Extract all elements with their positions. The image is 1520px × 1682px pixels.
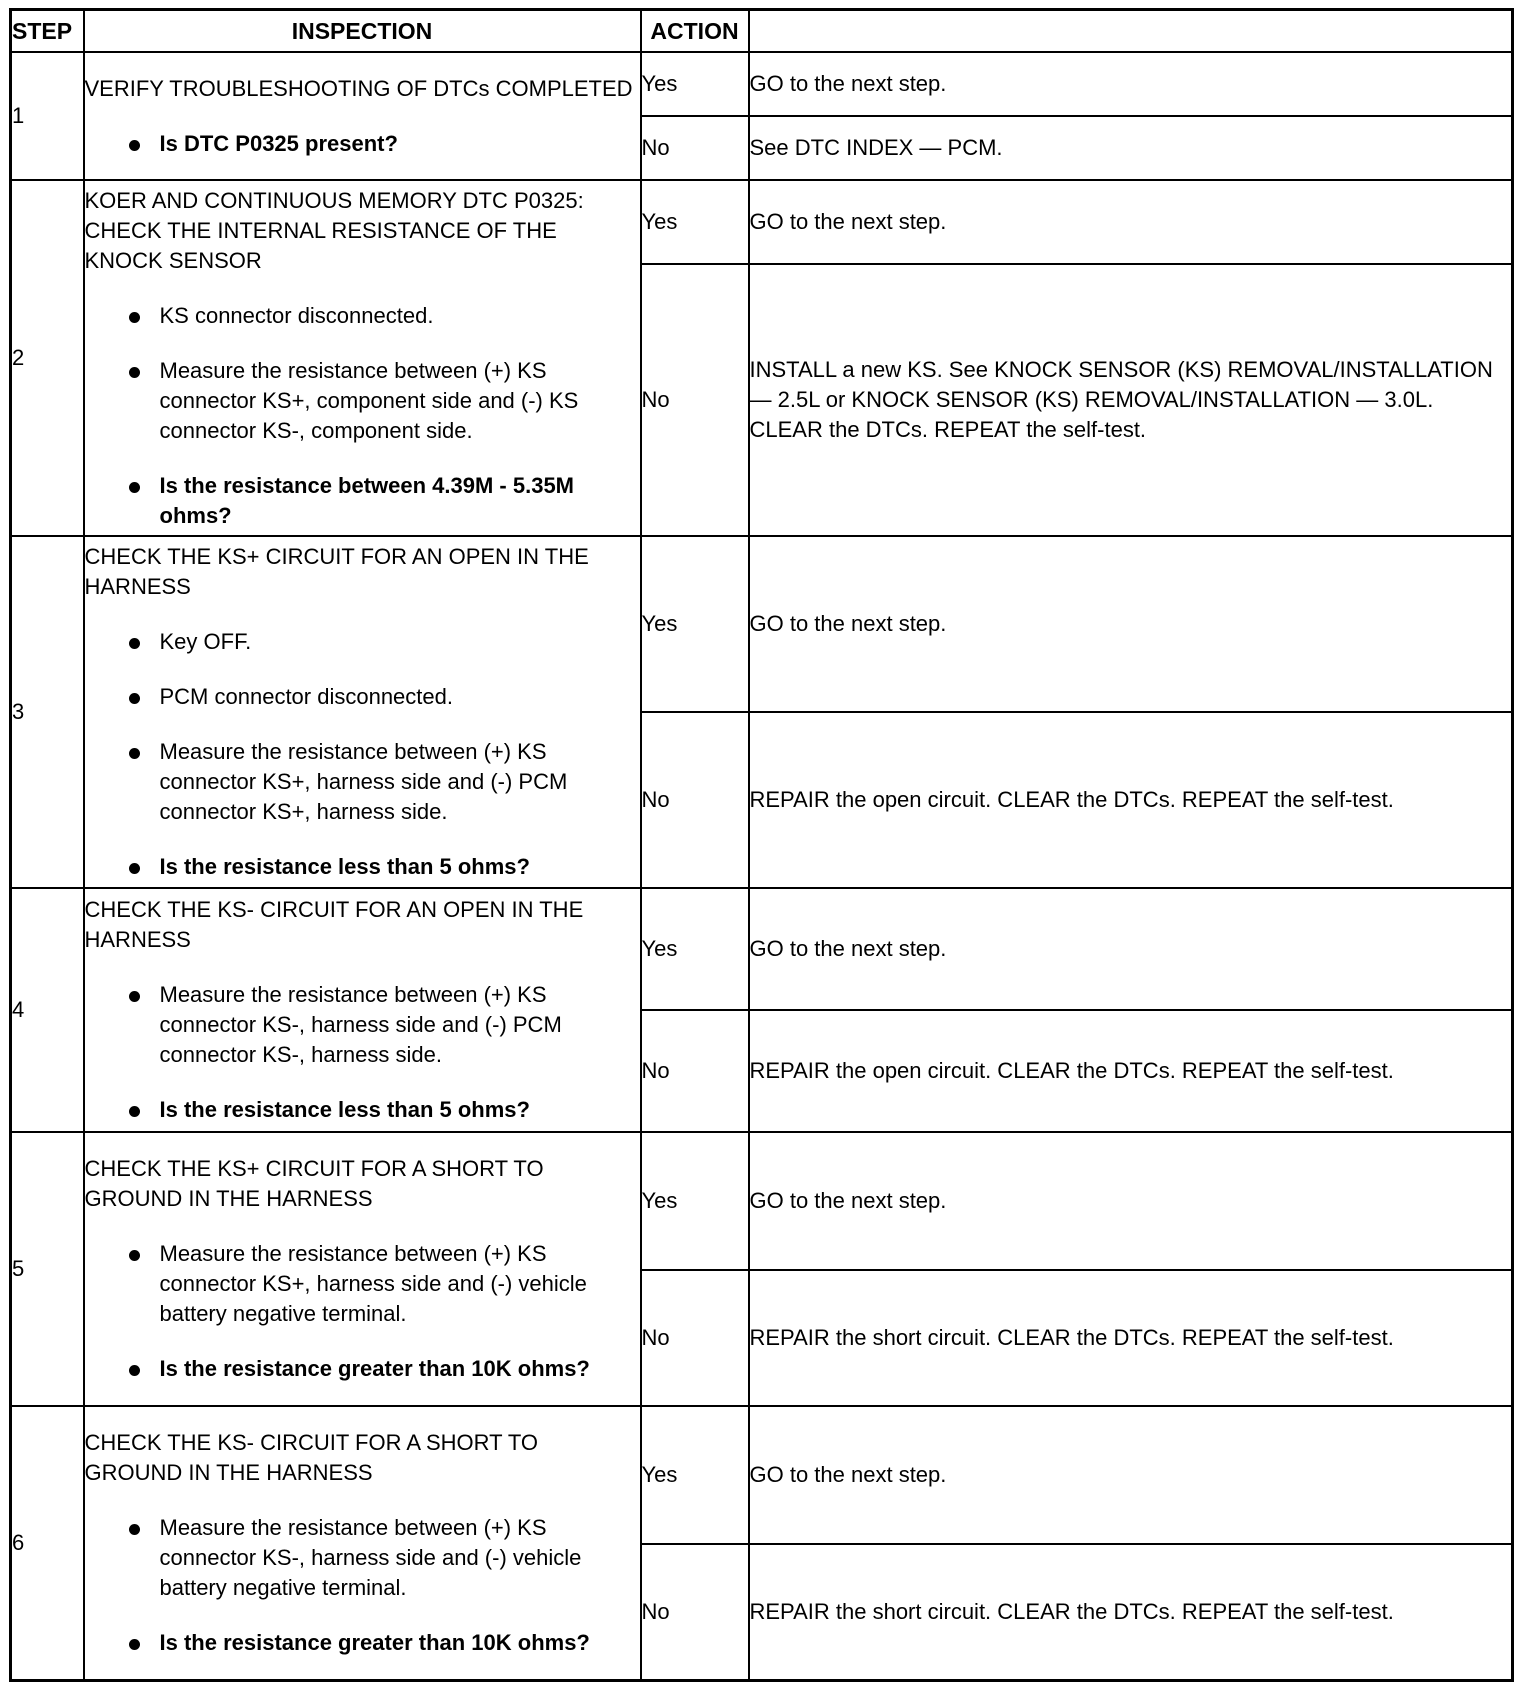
table-row [11, 1132, 1513, 1270]
no-action: REPAIR the open circuit. CLEAR the DTCs. REPEAT the self-test. [749, 1010, 1513, 1132]
inspection-checklist [85, 1513, 640, 1658]
step-number: 6 [11, 1406, 84, 1680]
inspection-question: Is the resistance less than 5 ohms? [85, 1095, 640, 1125]
action-header: ACTION [641, 10, 749, 53]
no-label: No [641, 1544, 749, 1680]
diagnostic-table [9, 8, 1514, 1682]
inspection-checklist [85, 301, 640, 531]
checklist-item: Measure the resistance between (+) KS connector KS+, harness side and (-) PCM connector KS+, harness side. [85, 737, 640, 827]
inspection-question: Is the resistance less than 5 ohms? [85, 852, 640, 882]
inspection-question: Is DTC P0325 present? [85, 129, 640, 159]
inspection-cell [84, 888, 641, 1132]
no-action: REPAIR the short circuit. CLEAR the DTCs. REPEAT the self-test. [749, 1544, 1513, 1680]
no-label: No [641, 264, 749, 536]
inspection-question: Is the resistance greater than 10K ohms? [85, 1628, 640, 1658]
yes-action: GO to the next step. [749, 180, 1513, 264]
inspection-checklist [85, 627, 640, 882]
table-row [11, 1406, 1513, 1544]
checklist-item: Measure the resistance between (+) KS connector KS+, component side and (-) KS connector KS-, component side. [85, 356, 640, 446]
step-number: 1 [11, 52, 84, 180]
inspection-cell [84, 1132, 641, 1406]
inspection-title: CHECK THE KS- CIRCUIT FOR AN OPEN IN THE HARNESS [84, 897, 584, 952]
inspection-title: CHECK THE KS+ CIRCUIT FOR A SHORT TO GROUND IN THE HARNESS [84, 1156, 544, 1211]
inspection-cell [84, 536, 641, 888]
inspection-title: CHECK THE KS+ CIRCUIT FOR AN OPEN IN THE HARNESS [84, 544, 589, 599]
checklist-item: Measure the resistance between (+) KS connector KS-, harness side and (-) PCM connector KS-, harness side. [85, 980, 640, 1070]
inspection-cell [84, 52, 641, 180]
inspection-title: CHECK THE KS- CIRCUIT FOR A SHORT TO GROUND IN THE HARNESS [84, 1429, 539, 1485]
step-header: STEP [11, 10, 84, 53]
yes-action: GO to the next step. [749, 1406, 1513, 1544]
inspection-checklist [85, 129, 640, 159]
yes-action: GO to the next step. [749, 1132, 1513, 1270]
header-row [11, 10, 1513, 53]
yes-label: Yes [641, 536, 749, 712]
yes-label: Yes [641, 52, 749, 116]
checklist-item: PCM connector disconnected. [85, 682, 640, 712]
table-row [11, 52, 1513, 116]
table-body [11, 52, 1513, 1680]
yes-action: GO to the next step. [749, 52, 1513, 116]
inspection-title: KOER AND CONTINUOUS MEMORY DTC P0325: CHECK THE INTERNAL RESISTANCE OF THE KNOCK SENSOR [84, 187, 584, 273]
step-number: 4 [11, 888, 84, 1132]
checklist-item: Key OFF. [85, 627, 640, 657]
inspection-title: VERIFY TROUBLESHOOTING OF DTCs COMPLETED [84, 75, 633, 101]
yes-label: Yes [641, 1406, 749, 1544]
checklist-item: Measure the resistance between (+) KS connector KS-, harness side and (-) vehicle battery negative terminal. [85, 1513, 640, 1603]
checklist-item: KS connector disconnected. [85, 301, 640, 331]
inspection-header: INSPECTION [84, 10, 641, 53]
no-action: REPAIR the short circuit. CLEAR the DTCs. REPEAT the self-test. [749, 1270, 1513, 1406]
no-label: No [641, 116, 749, 180]
inspection-question: Is the resistance greater than 10K ohms? [85, 1354, 640, 1384]
step-number: 3 [11, 536, 84, 888]
checklist-item: Measure the resistance between (+) KS connector KS+, harness side and (-) vehicle battery negative terminal. [85, 1239, 640, 1329]
step-number: 5 [11, 1132, 84, 1406]
yes-label: Yes [641, 888, 749, 1010]
no-label: No [641, 712, 749, 888]
no-action: REPAIR the open circuit. CLEAR the DTCs. REPEAT the self-test. [749, 712, 1513, 888]
yes-action: GO to the next step. [749, 888, 1513, 1010]
result-header [749, 10, 1513, 53]
inspection-checklist [85, 1239, 640, 1384]
table-row [11, 180, 1513, 264]
no-action: See DTC INDEX — PCM. [749, 116, 1513, 180]
table-row [11, 536, 1513, 712]
inspection-checklist [85, 980, 640, 1125]
yes-action: GO to the next step. [749, 536, 1513, 712]
no-action: INSTALL a new KS. See KNOCK SENSOR (KS) REMOVAL/INSTALLATION — 2.5L or KNOCK SENSOR (KS) REMOVAL/INSTALLATION — 3.0L. CLEAR the DTCs. REPEAT the self-test. [749, 264, 1513, 536]
yes-label: Yes [641, 1132, 749, 1270]
yes-label: Yes [641, 180, 749, 264]
table-row [11, 888, 1513, 1010]
step-number: 2 [11, 180, 84, 536]
no-label: No [641, 1270, 749, 1406]
inspection-cell [84, 1406, 641, 1680]
no-label: No [641, 1010, 749, 1132]
inspection-question: Is the resistance between 4.39M - 5.35M ohms? [85, 471, 640, 531]
inspection-cell [84, 180, 641, 536]
